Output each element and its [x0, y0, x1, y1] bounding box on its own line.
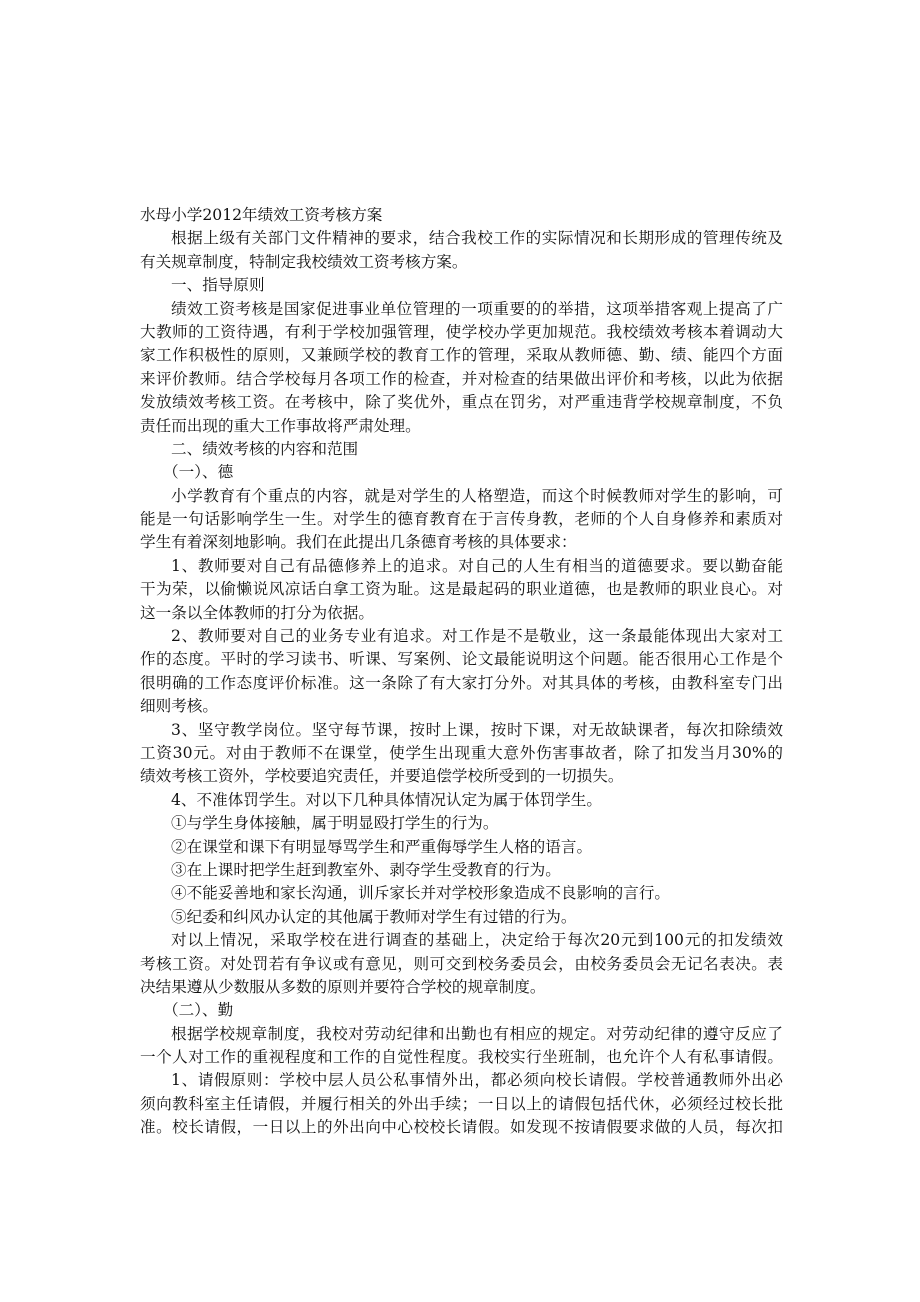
sub-list-item: ②在课堂和课下有明显辱骂学生和严重侮辱学生人格的语言。 [171, 837, 593, 856]
sub-list-item: ①与学生身体接触，属于明显殴打学生的行为。 [171, 814, 499, 833]
list-item-line: 工资30元。对由于教师不在课堂，使学生出现重大意外伤害事故者，除了扣发当月30%的 [140, 743, 783, 762]
paragraph-line: 责任而出现的重大工作事故将严肃处理。 [140, 416, 421, 435]
list-item-line: 作的态度。平时的学习读书、听课、写案例、论文最能说明这个问题。能否很用心工作是个 [140, 650, 783, 669]
paragraph-line: 有关规章制度，特制定我校绩效工资考核方案。 [140, 252, 468, 271]
list-item-line: 干为荣，以偷懒说风凉话白拿工资为耻。这是最起码的职业道德，也是教师的职业良心。对 [140, 580, 783, 599]
paragraph-line: 对以上情况，采取学校在进行调查的基础上，决定给于每次20元到100元的扣发绩效 [171, 931, 783, 950]
list-item-line: 4、不准体罚学生。对以下几种具体情况认定为属于体罚学生。 [171, 790, 602, 809]
paragraph-line: 绩效工资考核是国家促进事业单位管理的一项重要的的举措，这项举措客观上提高了广 [171, 299, 783, 318]
paragraph-line: 学生有着深刻地影响。我们在此提出几条德育考核的具体要求： [140, 533, 577, 552]
subsection-heading: （二）、勤 [163, 1001, 234, 1020]
document-page [140, 204, 783, 1140]
sub-list-item: ③在上课时把学生赶到教室外、剥夺学生受教育的行为。 [171, 860, 561, 879]
paragraph-line: 根据学校规章制度，我校对劳动纪律和出勤也有相应的规定。对劳动纪律的遵守反应了 [171, 1024, 783, 1043]
sub-list-item: ④不能妥善地和家长沟通，训斥家长并对学校形象造成不良影响的言行。 [171, 884, 671, 903]
list-item-line: 准。校长请假，一日以上的外出向中心校校长请假。如发现不按请假要求做的人员，每次扣 [140, 1118, 783, 1137]
paragraph-line: 家工作积极性的原则，又兼顾学校的教育工作的管理，采取从教师德、勤、绩、能四个方面 [140, 346, 783, 365]
list-item-line: 2、教师要对自己的业务专业有追求。对工作是不是敬业，这一条最能体现出大家对工 [171, 627, 783, 646]
paragraph-line: 小学教育有个重点的内容，就是对学生的人格塑造，而这个时候教师对学生的影响，可 [171, 486, 783, 505]
list-item-line: 绩效考核工资外，学校要追究责任，并要追偿学校所受到的一切损失。 [140, 767, 624, 786]
paragraph-line: 发放绩效考核工资。在考核中，除了奖优外，重点在罚劣，对严重违背学校规章制度，不负 [140, 393, 783, 412]
paragraph-line: 决结果遵从少数服从多数的原则并要符合学校的规章制度。 [140, 977, 546, 996]
paragraph-line: 来评价教师。结合学校每月各项工作的检查，并对检查的结果做出评价和考核，以此为依据 [140, 369, 783, 388]
list-item-line: 很明确的工作态度评价标准。这一条除了有大家打分外。对其具体的考核，由教科室专门出 [140, 673, 783, 692]
paragraph-line: 大教师的工资待遇，有利于学校加强管理，使学校办学更加规范。我校绩效考核本着调动大 [140, 322, 783, 341]
list-item-line: 这一条以全体教师的打分为依据。 [140, 603, 374, 622]
list-item-line: 须向教科室主任请假，并履行相关的外出手续；一日以上的请假包括代休，必须经过校长批 [140, 1094, 783, 1113]
subsection-heading: （一）、德 [163, 463, 234, 482]
sub-list-item: ⑤纪委和纠风办认定的其他属于教师对学生有过错的行为。 [171, 907, 577, 926]
list-item-line: 3、坚守教学岗位。坚守每节课，按时上课，按时下课，对无故缺课者，每次扣除绩效 [171, 720, 783, 739]
document-title: 水母小学2012年绩效工资考核方案 [140, 206, 383, 224]
paragraph-line: 一个人对工作的重视程度和工作的自觉性程度。我校实行坐班制，也允许个人有私事请假。 [140, 1048, 783, 1067]
section-heading: 一、指导原则 [171, 276, 265, 295]
paragraph-line: 能是一句话影响学生一生。对学生的德育教育在于言传身教，老师的个人自身修养和素质对 [140, 510, 783, 529]
section-heading: 二、绩效考核的内容和范围 [171, 439, 359, 458]
list-item-line: 1、请假原则：学校中层人员公私事情外出，都必须向校长请假。学校普通教师外出必 [171, 1071, 783, 1090]
paragraph-line: 考核工资。对处罚若有争议或有意见，则可交到校务委员会，由校务委员会无记名表决。表 [140, 954, 783, 973]
paragraph-line: 根据上级有关部门文件精神的要求，结合我校工作的实际情况和长期形成的管理传统及 [171, 229, 783, 248]
list-item-line: 细则考核。 [140, 697, 218, 716]
list-item-line: 1、教师要对自己有品德修养上的追求。对自己的人生有相当的道德要求。要以勤奋能 [171, 556, 783, 575]
